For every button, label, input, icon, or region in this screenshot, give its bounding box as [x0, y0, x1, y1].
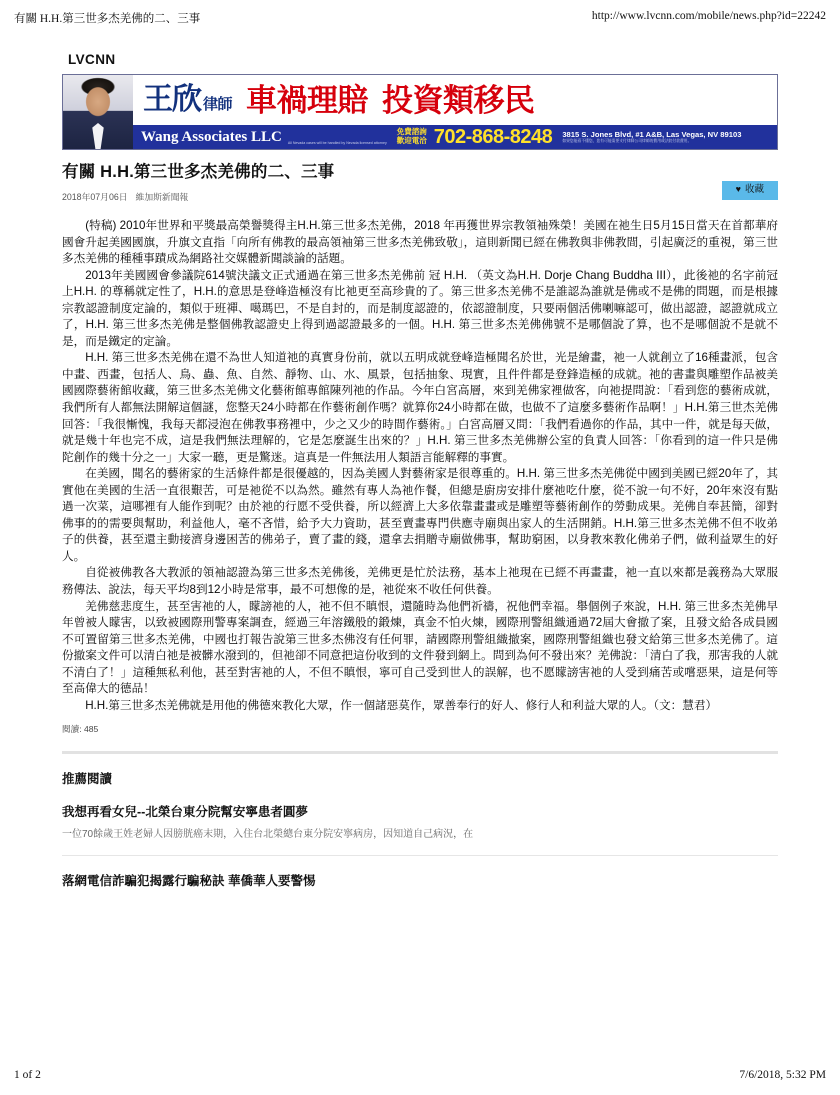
page-title: 有關 H.H.第三世多杰羌佛的二、三事 — [62, 163, 335, 181]
attorney-portrait-image — [63, 75, 133, 149]
print-timestamp: 7/6/2018, 5:32 PM — [739, 1069, 826, 1081]
recommended-item-title[interactable]: 落網電信詐騙犯揭露行騙秘訣 華僑華人要警惕 — [62, 874, 316, 889]
banner-ad[interactable] — [62, 74, 778, 150]
article-paragraph: (特稿) 2010年世界和平獎最高榮譽獎得主H.H.第三世多杰羌佛，2018 年再獲世界宗教領袖殊榮！美國在祂生日5月15日當天在首都華府國會升起美國國旗，升旗文直指「向所有佛教的最高領袖第三世多杰羌佛致敬」，這則新聞已經在佛教與非佛教間，引起廣泛的重視，第三世多杰羌佛的種種事蹟成為網路社交媒體新聞談論的話題。 — [62, 219, 778, 266]
ad-headline — [246, 82, 535, 118]
list-item[interactable] — [62, 873, 778, 889]
list-item[interactable] — [62, 804, 778, 841]
article-header — [62, 163, 778, 209]
ad-call-prompt-line2: 歡迎電洽 — [396, 136, 427, 145]
article-paragraph: 羌佛慈悲度生，甚至害祂的人，矇謗祂的人，祂不但不瞋恨，還隨時為他們祈禱，祝他們幸福。舉個例子來說，H.H. 第三世多杰羌佛早年曾被人矇害，以致被國際刑警專案調查，經過三年溶鐵般的鍛煉，真金不怕火煉，國際刑警組織通過72屆大會撤了案，且發文給各成員國不可置留第三世多杰羌佛，中國也打報告說第三世多杰佛沒有任何罪，請國際刑警組織撤案，國際刑警組織也發文給第三世多杰羌佛了。這份撤案文件可以清白祂是被髒水潑到的，但祂卻不同意把這份收到的文件發到網上。問到為何不發出來？羌佛說：「清白了我，那害我的人就不清白了！」這種無私利他，甚至對害祂的人，不但不瞋恨，寧可自己受到世人的誤解，也不愿矇謗害祂的人受到痛苦或嚐惡果，這是何等至高偉大的德品！ — [62, 599, 778, 696]
ad-phone-number[interactable]: 702-868-8248 — [433, 126, 553, 148]
article-body — [62, 218, 778, 714]
ad-attorney-name — [143, 85, 232, 115]
list-separator — [62, 855, 778, 856]
recommended-item-excerpt: 一位70餘歲王姓老婦人因膀胱癌末期，入住台北榮總台東分院安寧病房，因知道自己病況，在 — [62, 828, 474, 840]
print-footer — [0, 1069, 840, 1081]
print-header-url: http://www.lvcnn.com/mobile/news.php?id=22242 — [591, 10, 826, 22]
site-logo[interactable]: LVCNN — [68, 52, 116, 67]
article-paragraph: 2013年美國國會參議院614號決議文正式通過在第三世多杰羌佛前 冠 H.H. （英文為H.H. Dorje Chang Buddha III），此後祂的名字前冠上H.H. 的尊稱就定性了，H.H.的意思是登峰造極沒有比祂更至高珍貴的了。第三世多杰羌佛不是誰認為誰就是佛或不是佛的問題，而是根據宗教認證制度定論的，類似于班禪、噶瑪巴，不是自封的，而是制度認證的，依認證制度，只要兩個活佛喇嘛認可，做出認證，認證就成立了，H.H. 第三世多杰羌佛是整個佛教認證史上得到過認證最多的一個。H.H. 第三世多杰羌佛佛號不是哪個說了算，也不是哪個說不是就不是，而是鐵定的定論。 — [62, 268, 778, 348]
ad-address-text: 3815 S. Jones Blvd, #1 A&B, Las Vegas, NV 89103 — [562, 130, 742, 140]
ad-disclaimer: All Nevada cases will be handled by Nevada licensed attorney — [287, 141, 387, 146]
article-source: 維加斯新聞報 — [135, 191, 189, 202]
article-paragraph: 在美國，聞名的藝術家的生活條件都是很優越的，因為美國人對藝術家是很尊重的。H.H. 第三世多杰羌佛從中國到美國已經20年了，其實他在美國的生活一直很艱苦，可是祂從不以為然。雖然有專人為祂作餐，但總是廚房安排什麼祂吃什麼，從不說一句不好，20年來沒有點過一次菜，這哪裡有人能作到呢？由於祂的行愿不受供養，所以經濟上大多依靠畫畫或是雕塑等藝術創作的勞動成果。羌佛自奉甚簡，卻對佛事的的需要與幫助，利益他人，毫不吝惜，給予大力資助，甚至賣畫專門供應寺廟與出家人的生活開銷。H.H.第三世多杰羌佛不但不收弟子的供養，甚至還主動接濟身邊困苦的佛弟子，賣了畫的錢，還拿去捐贈寺廟做佛事，幫助窮困，以身教來教化佛弟子們，做利益眾生的好人。 — [62, 467, 778, 563]
read-count: 閱讀: 485 — [62, 724, 99, 735]
ad-firm-name: Wang Associates LLC — [141, 128, 282, 145]
favorite-button-label: 收藏 — [744, 184, 764, 195]
ad-call-prompt-line1: 免費諮詢 — [396, 127, 427, 137]
recommended-item-title[interactable]: 我想再看女兒--北榮台東分院幫安寧患者圓夢 — [62, 805, 308, 820]
ad-address — [562, 130, 741, 144]
article-meta — [62, 190, 778, 203]
banner-ad-top-row — [133, 75, 778, 125]
ad-headline-left: 車禍理賠 — [246, 82, 369, 118]
recommended-heading: 推薦閱讀 — [62, 772, 113, 787]
ad-headline-right: 投資類移民 — [382, 82, 535, 118]
ad-address-note: 如果您能看不懂您，您有可能需要支付律師公司律師的費用或法院付款費用。 — [562, 139, 692, 144]
ad-attorney-title-text: 律師 — [203, 96, 233, 113]
favorite-button[interactable] — [722, 181, 778, 200]
ad-attorney-name-text: 王欣 — [143, 83, 201, 116]
heart-icon: ♥ — [735, 184, 741, 194]
article-paragraph: 自從被佛教各大教派的領袖認證為第三世多杰羌佛後，羌佛更是忙於法務，基本上祂現在已經不再畫畫，祂一直以來都是義務為大眾服務傳法、說法，每天平均8到12小時是常事，最不可想像的是，祂從來不收任何供養。 — [62, 566, 778, 597]
print-header — [0, 10, 840, 30]
print-header-title: 有關 H.H.第三世多杰羌佛的二、三事 — [14, 13, 201, 25]
page-number: 1 of 2 — [14, 1069, 41, 1081]
article-paragraph: H.H.第三世多杰羌佛就是用他的佛德來教化大眾，作一個諸惡莫作，眾善奉行的好人、修行人和利益大眾的人。（文：慧君） — [85, 698, 718, 712]
banner-ad-bottom-row — [133, 125, 778, 149]
ad-call-prompt — [397, 128, 427, 145]
section-divider — [62, 751, 778, 754]
page-content — [62, 52, 778, 889]
article-date: 2018年07月06日 — [62, 191, 128, 202]
article-paragraph: H.H. 第三世多杰羌佛在還不為世人知道祂的真實身份前，就以五明成就登峰造極聞名於世，光是繪畫，祂一人就創立了16種畫派，包含中畫、西畫，包括人、鳥、蟲、魚、自然、靜物、山、水、風景，包括抽象、現實，且件件都是登鋒造極的成就。祂的書畫與雕塑作品被美國國際藝術館收藏，第三世多杰羌佛文化藝術館專館陳列祂的作品。今年白宮高層，來到羌佛家裡做客，向祂提問說：「看到您的藝術成就，我們所有人都無法開解這個謎，您整天24小時都在作藝術創作嗎？就算你24小時都在做，也做不了這麼多藝術作品啊！」H.H.第三世杰羌佛回答：「我很慚愧，我每天都浸泡在佛教事務裡中，少之又少的時間作藝術。」白宮高層又問：「我們看過你的作品，其中一件，就是每天做，就是幾十年也完不成，這是我們無法理解的，它是怎麼誕生出來的？」H.H. 第三世多杰羌佛辦公室的負責人回答：「你看到的這一件只是佛陀創作的幾十分之一」大家一聽，更是驚迷。這真是一件無法用人類語言能解釋的事實。 — [62, 351, 778, 464]
